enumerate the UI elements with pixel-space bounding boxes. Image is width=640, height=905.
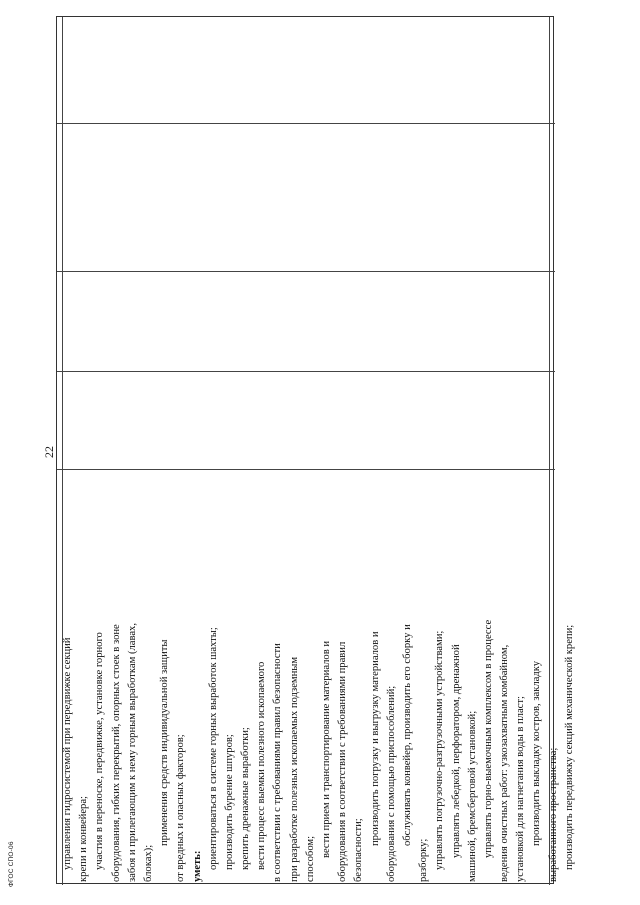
text-line: применения средств индивидуальной защиты	[159, 639, 171, 846]
table-divider	[57, 123, 555, 124]
text-line: забоя и прилегающим к нему горным выработкам (лавах,	[126, 623, 138, 882]
text-line: способом;	[304, 835, 316, 882]
text-line: оборудования с помощью приспособлений;	[385, 685, 397, 882]
text-line: крепить дренажные выработки;	[240, 727, 252, 870]
text-line: ведения очистных работ: узкозахватным комбайном,	[499, 644, 511, 882]
text-line: безопасности;	[353, 818, 365, 882]
text-line: оборудования, гибких перекрытий, опорных стоек в зоне	[110, 624, 122, 882]
text-line: управлять горно-выемочным комплексом в процессе	[482, 619, 494, 858]
text-line: управлять лебедкой, перфоратором, дренажной	[450, 644, 462, 858]
text-line: разборку;	[418, 838, 430, 882]
text-line: оборудования в соответствии с требованиями правил	[337, 641, 349, 882]
text-line: в соответствии с требованиями правил безопасности	[272, 643, 284, 882]
section-heading: уметь:	[191, 850, 203, 882]
footer-code: ФГОС СПО-06	[8, 841, 15, 887]
table-divider	[57, 469, 555, 470]
text-line: машиной, бремсберговой установкой;	[466, 710, 478, 882]
text-line: от вредных и опасных факторов;	[175, 734, 187, 882]
text-line: вести процесс выемки полезного ископаемого	[256, 661, 268, 870]
text-line: управления гидросистемой при передвижке секций	[62, 637, 73, 870]
text-line: управлять погрузочно-разгрузочными устройствами;	[434, 630, 446, 870]
text-line: обслуживать конвейер, производить его сборку и	[401, 624, 413, 846]
text-line: крепи и конвейера;	[78, 796, 90, 882]
page-number: 22	[42, 446, 56, 458]
text-line: блоках);	[142, 844, 154, 882]
text-line: производить бурение шпуров;	[223, 734, 235, 870]
text-line: производить передвижку секций механической крепи;	[563, 624, 575, 870]
competency-text-block	[60, 494, 575, 882]
text-line: производить выкладку костров, закладку	[531, 660, 543, 846]
text-line: производить погрузку и выгрузку материалов и	[369, 631, 381, 846]
table-divider	[57, 271, 555, 272]
text-line: ориентироваться в системе горных выработок шахты;	[207, 627, 219, 870]
text-line: вести прием и транспортирование материалов и	[321, 640, 332, 858]
text-line: выработанного пространства;	[547, 747, 559, 882]
text-line: участия в переноске, передвижке, установке горного	[94, 632, 106, 870]
text-line: установкой для нагнетания воды в пласт;	[515, 696, 527, 882]
table-divider	[57, 371, 555, 372]
text-line: при разработке полезных ископаемых подземным	[288, 656, 300, 882]
